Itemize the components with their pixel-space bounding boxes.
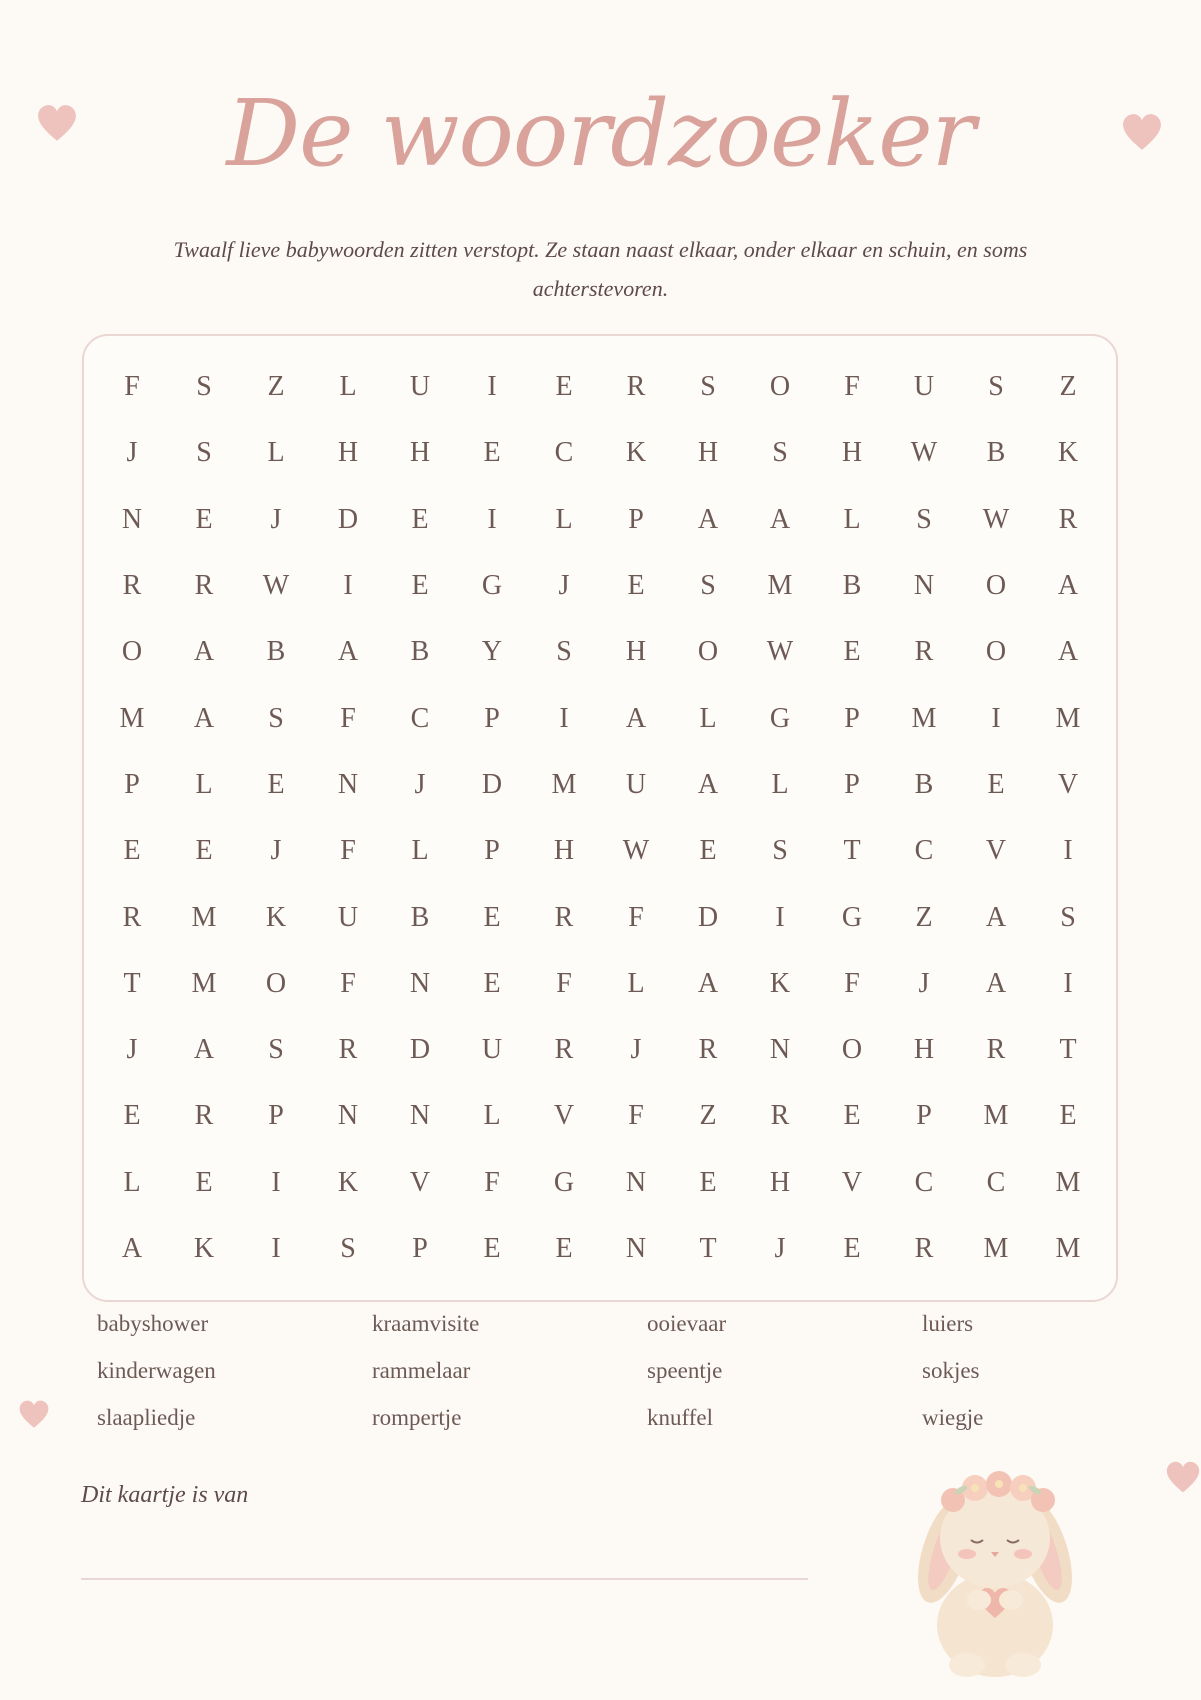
grid-letter[interactable]: H — [553, 835, 575, 867]
word-list-item: sokjes — [922, 1358, 980, 1383]
owner-label: Dit kaartje is van — [81, 1482, 249, 1508]
grid-letter[interactable]: I — [991, 702, 1001, 734]
grid-letter[interactable]: O — [985, 570, 1007, 602]
grid-letter[interactable]: R — [626, 371, 646, 403]
grid-letter[interactable]: F — [844, 967, 860, 999]
grid-letter[interactable]: R — [1058, 503, 1078, 535]
grid-letter[interactable]: S — [268, 702, 284, 734]
grid-letter[interactable]: A — [769, 503, 791, 535]
grid-letter[interactable]: C — [986, 1166, 1006, 1198]
grid-letter[interactable]: G — [481, 570, 503, 602]
grid-letter[interactable]: L — [195, 768, 213, 800]
grid-letter[interactable]: Z — [699, 1100, 717, 1132]
grid-letter[interactable]: M — [1055, 1233, 1081, 1264]
grid-letter[interactable]: L — [483, 1100, 501, 1132]
grid-letter[interactable]: A — [193, 636, 215, 668]
grid-letter[interactable]: J — [414, 768, 426, 800]
page-title: De woordzoeker — [226, 80, 975, 187]
word-list-item: kraamvisite — [372, 1311, 480, 1336]
grid-letter[interactable]: R — [914, 636, 934, 668]
grid-letter[interactable]: K — [193, 1233, 215, 1264]
word-list-item: luiers — [922, 1311, 974, 1336]
grid-letter[interactable]: E — [195, 1166, 213, 1198]
grid-letter[interactable]: M — [191, 967, 217, 999]
grid-letter[interactable]: F — [556, 967, 572, 999]
grid-letter[interactable]: E — [483, 1233, 501, 1264]
grid-letter[interactable]: H — [913, 1034, 935, 1066]
grid-letter[interactable]: S — [988, 371, 1004, 403]
grid-letter[interactable]: R — [122, 901, 142, 933]
grid-letter[interactable]: S — [772, 835, 788, 867]
grid-letter[interactable]: R — [194, 570, 214, 602]
grid-letter[interactable]: M — [1055, 702, 1081, 734]
grid-letter[interactable]: J — [630, 1034, 642, 1066]
grid-letter[interactable]: E — [267, 768, 285, 800]
grid-letter[interactable]: Y — [481, 636, 503, 668]
grid-letter[interactable]: A — [697, 768, 719, 800]
grid-letter[interactable]: E — [843, 1100, 861, 1132]
grid-letter[interactable]: R — [986, 1034, 1006, 1066]
grid-letter[interactable]: V — [553, 1100, 575, 1132]
grid-letter[interactable]: T — [123, 967, 141, 999]
word-list-item: ooievaar — [647, 1311, 727, 1336]
grid-letter[interactable]: S — [268, 1034, 284, 1066]
grid-letter[interactable]: F — [340, 702, 356, 734]
grid-letter[interactable]: G — [841, 901, 863, 933]
grid-letter[interactable]: A — [337, 636, 359, 668]
grid-letter[interactable]: L — [771, 768, 789, 800]
grid-letter[interactable]: C — [914, 1166, 934, 1198]
heart-icon — [18, 1398, 50, 1432]
grid-letter[interactable]: D — [481, 768, 503, 800]
grid-letter[interactable]: F — [124, 371, 140, 403]
word-list — [97, 1306, 1197, 1447]
grid-letter[interactable]: R — [698, 1034, 718, 1066]
grid-letter[interactable]: L — [123, 1166, 141, 1198]
grid-letter[interactable]: S — [556, 636, 572, 668]
grid-letter[interactable]: M — [911, 702, 937, 734]
grid-letter[interactable]: E — [699, 835, 717, 867]
grid-letter[interactable]: M — [119, 702, 145, 734]
grid-letter[interactable]: N — [121, 503, 143, 535]
grid-letter[interactable]: W — [766, 636, 794, 668]
grid-letter[interactable]: W — [910, 437, 938, 469]
grid-letter[interactable]: V — [985, 835, 1007, 867]
grid-letter[interactable]: K — [337, 1166, 359, 1198]
grid-letter[interactable]: V — [409, 1166, 431, 1198]
grid-letter[interactable]: S — [772, 437, 788, 469]
grid-letter[interactable]: P — [484, 835, 500, 867]
grid-letter[interactable]: D — [337, 503, 359, 535]
grid-letter[interactable]: V — [1057, 768, 1079, 800]
grid-letter[interactable]: W — [622, 835, 650, 867]
grid-letter[interactable]: J — [270, 503, 282, 535]
grid-letter[interactable]: E — [195, 835, 213, 867]
grid-letter[interactable]: P — [124, 768, 140, 800]
grid-letter[interactable]: E — [411, 503, 429, 535]
grid-letter[interactable]: L — [627, 967, 645, 999]
grid-letter[interactable]: V — [841, 1166, 863, 1198]
grid-letter[interactable]: E — [555, 371, 573, 403]
grid-letter[interactable]: U — [409, 371, 431, 403]
grid-letter[interactable]: B — [266, 636, 286, 668]
grid-letter[interactable]: H — [625, 636, 647, 668]
grid-letter[interactable]: W — [982, 503, 1010, 535]
grid-letter[interactable]: H — [841, 437, 863, 469]
grid-letter[interactable]: E — [483, 437, 501, 469]
grid-letter[interactable]: U — [337, 901, 359, 933]
grid-letter[interactable]: J — [126, 437, 138, 469]
grid-letter[interactable]: F — [628, 901, 644, 933]
grid-letter[interactable]: N — [913, 570, 935, 602]
owner-name-line[interactable] — [81, 1578, 808, 1580]
grid-letter[interactable]: M — [767, 570, 793, 602]
grid-letter[interactable]: O — [985, 636, 1007, 668]
grid-letter[interactable]: O — [121, 636, 143, 668]
grid-letter[interactable]: O — [841, 1034, 863, 1066]
grid-letter[interactable]: E — [555, 1233, 573, 1264]
grid-letter[interactable]: O — [697, 636, 719, 668]
grid-letter[interactable]: E — [123, 835, 141, 867]
grid-letter[interactable]: J — [558, 570, 570, 602]
grid-letter[interactable]: P — [844, 768, 860, 800]
grid-letter[interactable]: A — [697, 967, 719, 999]
grid-letter[interactable]: I — [1063, 967, 1073, 999]
grid-letter[interactable]: F — [628, 1100, 644, 1132]
grid-letter[interactable]: M — [191, 901, 217, 933]
grid-letter[interactable]: N — [337, 768, 359, 800]
grid-letter[interactable]: S — [1060, 901, 1076, 933]
grid-letter[interactable]: C — [554, 437, 574, 469]
grid-letter[interactable]: L — [699, 702, 717, 734]
grid-letter[interactable]: T — [1059, 1034, 1077, 1066]
grid-letter[interactable]: U — [481, 1034, 503, 1066]
word-list-item: slaapliedje — [97, 1405, 196, 1430]
grid-letter[interactable]: Z — [1059, 371, 1077, 403]
grid-letter[interactable]: F — [340, 835, 356, 867]
grid-letter[interactable]: F — [484, 1166, 500, 1198]
grid-letter[interactable]: H — [769, 1166, 791, 1198]
grid-letter[interactable]: E — [483, 901, 501, 933]
grid-letter[interactable]: R — [914, 1233, 934, 1264]
grid-letter[interactable]: E — [843, 1233, 861, 1264]
grid-letter[interactable]: C — [914, 835, 934, 867]
grid-letter[interactable]: J — [774, 1233, 786, 1264]
grid-letter[interactable]: S — [916, 503, 932, 535]
bunny-illustration — [895, 1450, 1095, 1680]
grid-letter[interactable]: K — [265, 901, 287, 933]
grid-letter[interactable]: N — [409, 1100, 431, 1132]
word-list-item: rammelaar — [372, 1358, 471, 1383]
grid-letter[interactable]: N — [337, 1100, 359, 1132]
word-list-item: kinderwagen — [97, 1358, 216, 1383]
grid-letter[interactable]: W — [262, 570, 290, 602]
grid-letter[interactable]: T — [843, 835, 861, 867]
grid-letter[interactable]: E — [627, 570, 645, 602]
grid-letter[interactable]: E — [987, 768, 1005, 800]
grid-letter[interactable]: B — [410, 636, 430, 668]
grid-letter[interactable]: G — [553, 1166, 575, 1198]
grid-letter[interactable]: F — [844, 371, 860, 403]
grid-letter[interactable]: R — [338, 1034, 358, 1066]
grid-letter[interactable]: A — [1057, 570, 1079, 602]
grid-letter[interactable]: A — [1057, 636, 1079, 668]
grid-letter[interactable]: U — [913, 371, 935, 403]
grid-letter[interactable]: E — [699, 1166, 717, 1198]
grid-letter[interactable]: S — [340, 1233, 356, 1264]
grid-letter[interactable]: O — [769, 371, 791, 403]
grid-letter[interactable]: A — [697, 503, 719, 535]
grid-letter[interactable]: B — [986, 437, 1006, 469]
grid-letter[interactable]: N — [625, 1166, 647, 1198]
grid-letter[interactable]: T — [699, 1233, 717, 1264]
grid-letter[interactable]: J — [270, 835, 282, 867]
grid-letter[interactable]: M — [1055, 1166, 1081, 1198]
grid-letter[interactable]: A — [985, 901, 1007, 933]
grid-letter[interactable]: E — [411, 570, 429, 602]
grid-letter[interactable]: D — [697, 901, 719, 933]
grid-letter[interactable]: I — [775, 901, 785, 933]
grid-letter[interactable]: J — [126, 1034, 138, 1066]
grid-letter[interactable]: K — [625, 437, 647, 469]
grid-letter[interactable]: F — [340, 967, 356, 999]
grid-letter[interactable]: Z — [915, 901, 933, 933]
letter-grid — [96, 354, 1104, 1282]
grid-letter[interactable]: R — [770, 1100, 790, 1132]
grid-letter[interactable]: L — [555, 503, 573, 535]
grid-letter[interactable]: S — [196, 437, 212, 469]
grid-letter[interactable]: M — [983, 1233, 1009, 1264]
grid-letter[interactable]: N — [409, 967, 431, 999]
grid-letter[interactable]: S — [700, 570, 716, 602]
grid-letter[interactable]: L — [267, 437, 285, 469]
grid-letter[interactable]: E — [483, 967, 501, 999]
grid-letter[interactable]: H — [697, 437, 719, 469]
grid-letter[interactable]: N — [625, 1233, 647, 1264]
grid-letter[interactable]: E — [843, 636, 861, 668]
instructions-text: Twaalf lieve babywoorden zitten verstopt. Ze staan naast elkaar, onder elkaar en schuin, en soms achterstevoren. — [173, 237, 1028, 301]
grid-letter[interactable]: Z — [267, 371, 285, 403]
grid-letter[interactable]: A — [193, 1034, 215, 1066]
grid-letter[interactable]: P — [628, 503, 644, 535]
grid-letter[interactable]: E — [123, 1100, 141, 1132]
grid-letter[interactable]: I — [487, 371, 497, 403]
grid-letter[interactable]: A — [985, 967, 1007, 999]
grid-letter[interactable]: I — [487, 503, 497, 535]
grid-letter[interactable]: K — [769, 967, 791, 999]
grid-letter[interactable]: P — [484, 702, 500, 734]
grid-letter[interactable]: B — [914, 768, 934, 800]
grid-letter[interactable]: S — [196, 371, 212, 403]
grid-letter[interactable]: R — [194, 1100, 214, 1132]
grid-letter[interactable]: O — [265, 967, 287, 999]
grid-letter[interactable]: L — [843, 503, 861, 535]
grid-letter[interactable]: P — [916, 1100, 932, 1132]
grid-letter[interactable]: H — [409, 437, 431, 469]
grid-letter[interactable]: U — [625, 768, 647, 800]
grid-letter[interactable]: H — [337, 437, 359, 469]
grid-letter[interactable]: M — [983, 1100, 1009, 1132]
grid-letter[interactable]: N — [769, 1034, 791, 1066]
word-list-item: wiegje — [922, 1405, 984, 1430]
grid-letter[interactable]: P — [268, 1100, 284, 1132]
grid-letter[interactable]: A — [121, 1233, 143, 1264]
grid-letter[interactable]: L — [339, 371, 357, 403]
grid-letter[interactable]: B — [842, 570, 862, 602]
grid-letter[interactable]: B — [410, 901, 430, 933]
word-list-item: knuffel — [647, 1405, 714, 1430]
grid-letter[interactable]: G — [769, 702, 791, 734]
grid-letter[interactable]: A — [625, 702, 647, 734]
grid-letter[interactable]: P — [412, 1233, 428, 1264]
word-list-item: rompertje — [372, 1405, 462, 1430]
grid-letter[interactable]: R — [554, 1034, 574, 1066]
grid-letter[interactable]: E — [195, 503, 213, 535]
grid-letter[interactable]: I — [1063, 835, 1073, 867]
grid-letter[interactable]: I — [343, 570, 353, 602]
grid-letter[interactable]: S — [700, 371, 716, 403]
grid-letter[interactable]: K — [1057, 437, 1079, 469]
heart-icon — [1165, 1458, 1201, 1498]
grid-letter[interactable]: I — [271, 1233, 281, 1264]
word-list-item: speentje — [647, 1358, 723, 1383]
grid-letter[interactable]: D — [409, 1034, 431, 1066]
grid-letter[interactable]: A — [193, 702, 215, 734]
grid-letter[interactable]: L — [411, 835, 429, 867]
grid-letter[interactable]: J — [918, 967, 930, 999]
grid-letter[interactable]: I — [559, 702, 569, 734]
grid-letter[interactable]: R — [122, 570, 142, 602]
grid-letter[interactable]: R — [554, 901, 574, 933]
grid-letter[interactable]: M — [551, 768, 577, 800]
grid-letter[interactable]: I — [271, 1166, 281, 1198]
grid-letter[interactable]: P — [844, 702, 860, 734]
word-list-item: babyshower — [97, 1311, 209, 1336]
grid-letter[interactable]: C — [410, 702, 430, 734]
grid-letter[interactable]: E — [1059, 1100, 1077, 1132]
